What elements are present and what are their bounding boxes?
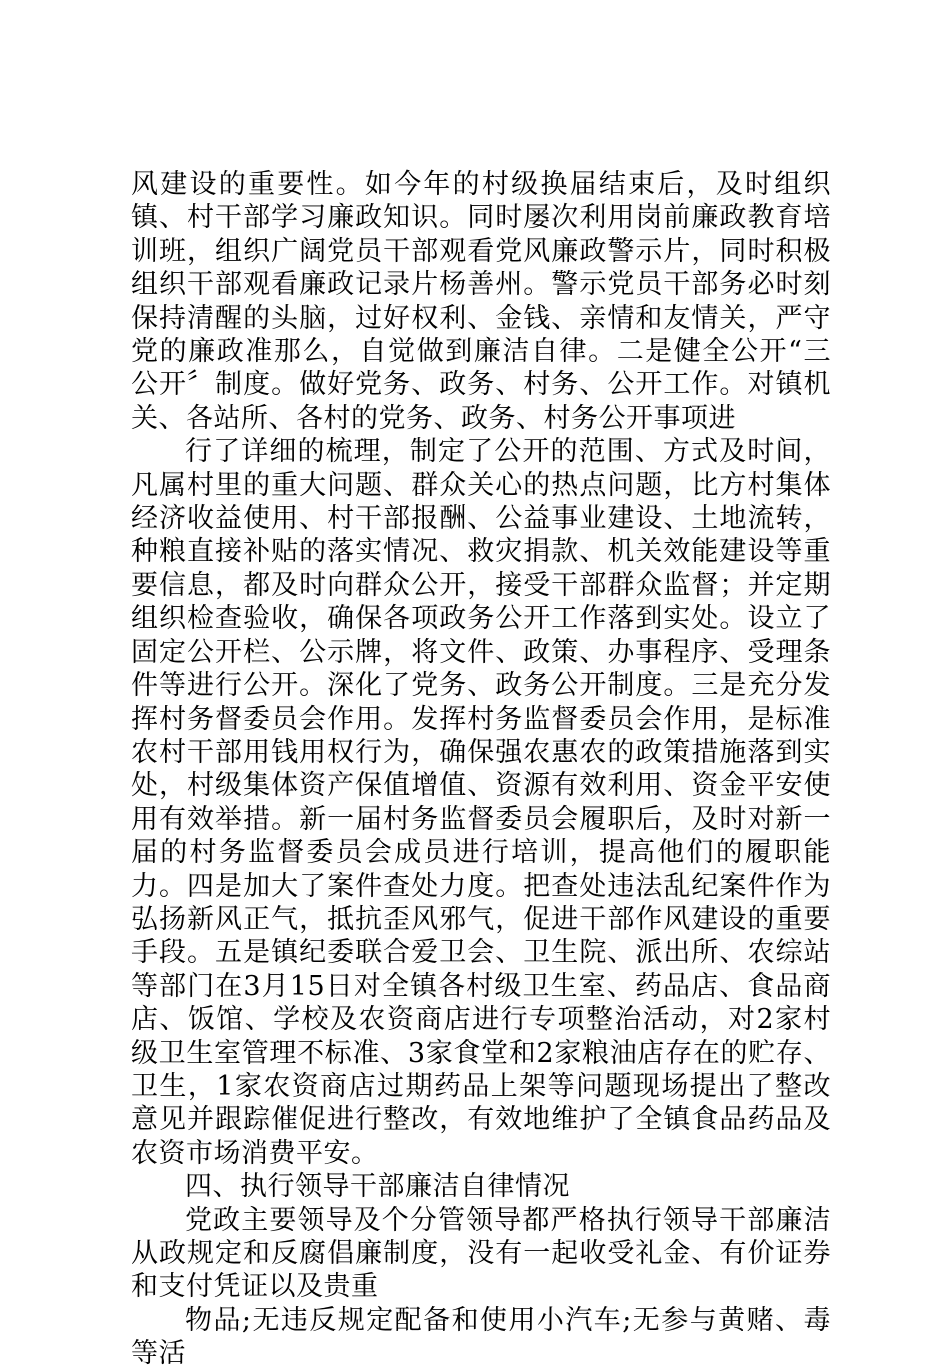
paragraph-4: 物品;无违反规定配备和使用小汽车;无参与黄赌、毒等活	[131, 1304, 831, 1370]
paragraph-2: 行了详细的梳理，制定了公开的范围、方式及时间，凡属村里的重大问题、群众关心的热点问题，比方村集体经济收益使用、村干部报酬、公益事业建设、土地流转，种粮直接补贴的落实情况、救灾捐款、机关效能建设等重要信息，都及时向群众公开，接受干部群众监督；并定期组织检查验收，确保各项政务公开工作落到实处。设立了固定公开栏、公示牌，将文件、政策、办事程序、受理条件等进行公开。深化了党务、政务公开制度。三是充分发挥村务督委员会作用。发挥村务监督委员会作用，是标准农村干部用钱用权行为，确保强农惠农的政策措施落到实处，村级集体资产保值增值、资源有效利用、资金平安使用有效举措。新一届村务监督委员会履职后，及时对新一届的村务监督委员会成员进行培训，提高他们的履职能力。四是加大了案件查处力度。把查处违法乱纪案件作为弘扬新风正气，抵抗歪风邪气，促进干部作风建设的重要手段。五是镇纪委联合爱卫会、卫生院、派出所、农综站等部门在3月15日对全镇各村级卫生室、药品店、食品商店、饭馆、学校及农资商店进行专项整治活动，对2家村级卫生室管理不标准、3家食堂和2家粮油店存在的贮存、卫生，1家农资商店过期药品上架等问题现场提出了整改意见并跟踪催促进行整改，有效地维护了全镇食品药品及农资市场消费平安。	[131, 436, 831, 1169]
section-heading: 四、执行领导干部廉洁自律情况	[185, 1171, 570, 1203]
paragraph-3: 党政主要领导及个分管领导都严格执行领导干部廉洁从政规定和反腐倡廉制度，没有一起收受礼金、有价证券和支付凭证以及贵重	[131, 1204, 831, 1303]
paragraph-1: 风建设的重要性。如今年的村级换届结束后，及时组织镇、村干部学习廉政知识。同时屡次利用岗前廉政教育培训班，组织广阔党员干部观看党风廉政警示片，同时积极组织干部观看廉政记录片杨善州。警示党员干部务必时刻保持清醒的头脑，过好权利、金钱、亲情和友情关，严守党的廉政准那么，自觉做到廉洁自律。二是健全公开“三公开〞制度。做好党务、政务、村务、公开工作。对镇机关、各站所、各村的党务、政务、村务公开事项进	[131, 169, 831, 434]
document-body	[131, 168, 831, 1371]
